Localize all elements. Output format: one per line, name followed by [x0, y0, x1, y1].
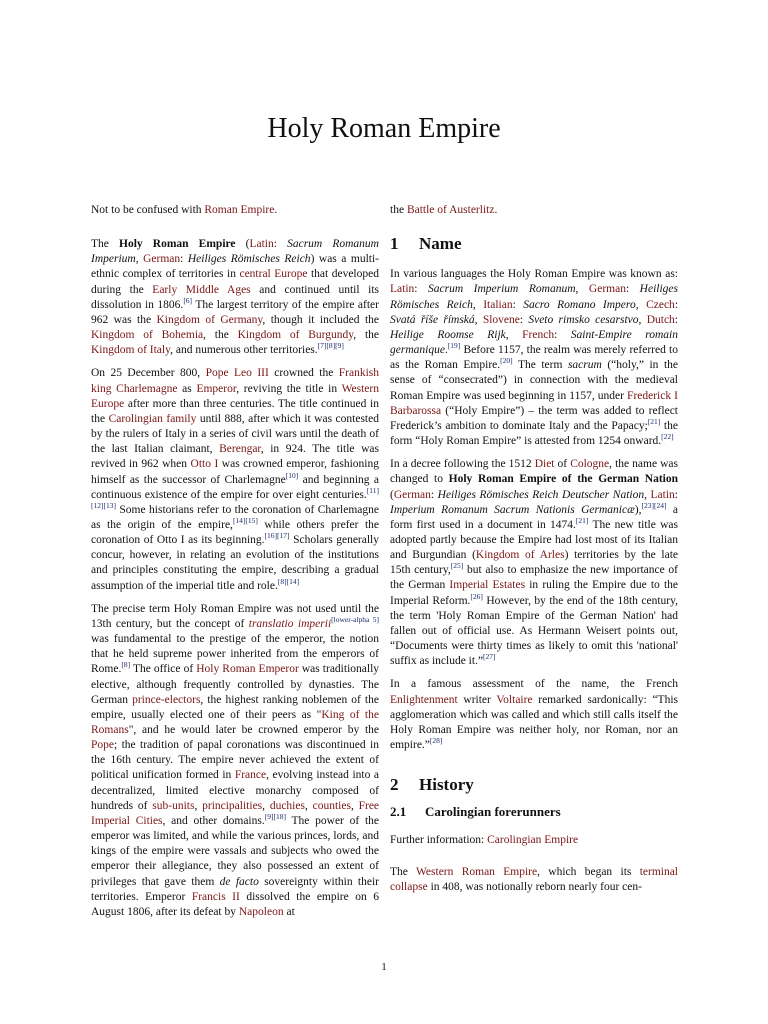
italic-term: Svatá říše římská: [390, 313, 475, 326]
term-paragraph: The precise term Holy Roman Empire was not used until the 13th century, but the concept of translatio imperii[lower-alpha 5] was fundamental to the prestige of the emperor, the notion that he held supreme power inherited from the emperors of Rome.[8] The office of Holy Roman Emperor was traditionally elective, although frequently controlled by dynasties. The German prince-electors, the highest ranking noblemen of the empire, usually elected one of their peers as "King of the Romans", and he would later be crowned emperor by the Pope; the tradition of papal coronations was discontinued in the 16th century. The empire never achieved the extent of political unification formed in France, evolving instead into a decentralized, limited elective monarchy composed of hundreds of sub-units, principalities, duchies, counties, Free Imperial Cities, and other domains.[9][18] The power of the emperor was limited, and while the various princes, lords, and kings of the empire were vassals and subjects who owed the emperor their allegiance, they also possessed an extent of privileges that gave them de facto sovereignty within their territories. Emperor Francis II dissolved the empire on 6 August 1806, after its defeat by Napoleon at: [91, 602, 380, 918]
section-heading-history: [390, 775, 678, 795]
wiki-link[interactable]: Carolingian family: [108, 412, 197, 425]
wiki-link[interactable]: Holy Roman Emperor: [196, 663, 299, 676]
wiki-link[interactable]: King of the Romans: [91, 708, 379, 736]
page-title: Holy Roman Empire: [267, 113, 501, 144]
wiki-link[interactable]: German: [588, 283, 626, 296]
wiki-link[interactable]: France: [234, 769, 267, 782]
citation-ref[interactable]: [27]: [483, 652, 496, 662]
citation-ref[interactable]: [6]: [183, 295, 193, 305]
wiki-link[interactable]: Battle of Austerlitz: [406, 204, 495, 216]
wiki-link[interactable]: prince-electors: [132, 693, 201, 706]
citation-ref[interactable]: [8][14]: [277, 576, 300, 586]
wiki-link[interactable]: Dutch: [646, 313, 675, 326]
italic-term: Heiliges Römisches Reich: [390, 283, 678, 311]
wiki-link[interactable]: Slovene: [482, 313, 520, 326]
wiki-link[interactable]: Latin: [390, 283, 415, 296]
wiki-link[interactable]: Pope Leo III: [205, 367, 269, 380]
wiki-link[interactable]: Francis II: [191, 890, 240, 903]
italic-term: Saint-Empire romain germanique: [390, 328, 678, 357]
italic-term: sacrum: [567, 359, 602, 372]
citation-ref[interactable]: [10]: [285, 470, 299, 480]
wiki-link[interactable]: Diet: [534, 458, 555, 471]
wiki-link[interactable]: central Europe: [239, 268, 308, 281]
name-paragraph-3: In a famous assessment of the name, the French Enlightenment writer Voltaire remarked sardonically: “This agglomeration which was called and which still calls itself the Holy Roman Empire was neither holy, nor Roman, nor an empire.”[28]: [390, 678, 678, 751]
wiki-link[interactable]: Early Middle Ages: [152, 283, 251, 296]
wiki-link[interactable]: Kingdom of Bohemia: [91, 329, 204, 342]
citation-ref[interactable]: [28]: [429, 736, 443, 746]
section-title: History: [419, 775, 474, 795]
left-column: [91, 203, 379, 928]
wiki-link[interactable]: Western Roman Empire: [416, 865, 538, 878]
italic-term: Heiliges Römisches Reich: [187, 253, 311, 266]
citation-ref[interactable]: [22]: [661, 432, 674, 442]
name-paragraph-1: In various languages the Holy Roman Empire was known as: Latin: Sacrum Imperium Romanum, German: Heiliges Römisches Reich, Italian: Sacro Romano Impero, Czech: Svatá říše římská, Slovene: Sveto rimsko cesarstvo, Dutch: Heilige Roomse Rijk, French: Saint-Empire romain germanique.[19] Before 1157, the realm was merely referred to as the Roman Empire.[20] The term sacrum (“holy,” in the sense of “consecrated”) in connection with the medieval Roman Empire was used beginning in 1157, under Frederick I Barbarossa (“Holy Empire”) – the term was added to reflect Frederick’s ambition to dominate Italy and the Papacy;[21] the form “Holy Roman Empire” is attested from 1254 onward.[22]: [390, 268, 679, 448]
italic-term: Sacrum Romanum Imperium: [91, 238, 379, 266]
wiki-link[interactable]: translatio imperii: [248, 617, 332, 630]
wiki-link[interactable]: Italian: [483, 298, 513, 311]
wiki-link[interactable]: counties: [312, 799, 351, 812]
wiki-link[interactable]: sub-units: [152, 799, 195, 812]
italic-term: Sacro Romano Impero: [523, 298, 636, 311]
subsection-title: Carolingian forerunners: [425, 804, 561, 820]
citation-ref[interactable]: [7][8][9]: [317, 341, 344, 351]
wiki-link[interactable]: Kingdom of Italy: [91, 344, 171, 357]
citation-ref[interactable]: [19]: [447, 341, 461, 351]
citation-ref[interactable]: [23][24]: [641, 500, 667, 510]
wiki-link[interactable]: Kingdom of Arles: [475, 549, 565, 562]
wiki-link[interactable]: Czech: [646, 298, 675, 311]
coronation-paragraph: On 25 December 800, Pope Leo III crowned the Frankish king Charlemagne as Emperor, reviving the title in Western Europe after more than three centuries. The title continued in the Carolingian family until 888, after which it was contested by the rulers of Italy in a series of civil wars until the death of the last Italian claimant, Berengar, in 924. The title was revived in 962 when Otto I was crowned emperor, fashioning himself as the successor of Charlemagne[10] and beginning a continuous existence of the empire for over eight centuries.[11][12][13] Some historians refer to the coronation of Charlemagne as the origin of the empire,[14][15] while others prefer the coronation of Otto I as its beginning.[16][17] Scholars generally concur, however, in relating an evolution of the institutions and principles constituting the empire, describing a gradual assumption of the imperial title and role.[8][14]: [91, 367, 380, 592]
wiki-link[interactable]: Napoleon: [238, 905, 284, 918]
note-text: .: [274, 204, 278, 216]
italic-term: de facto: [219, 875, 259, 888]
bold-term: Holy Roman Empire of the German Nation: [448, 473, 678, 486]
section-title: Name: [419, 234, 462, 254]
italic-term: Sveto rimsko cesarstvo: [528, 313, 639, 326]
citation-ref[interactable]: [14][15]: [232, 516, 258, 526]
italic-term: Heiliges Römisches Reich Deutscher Nation: [437, 488, 645, 501]
wiki-link[interactable]: Western Europe: [91, 382, 379, 410]
subsection-number: 2.1: [390, 804, 407, 820]
section-number: 2: [390, 775, 399, 795]
citation-ref[interactable]: [26]: [470, 591, 483, 601]
italic-term: Sacrum Imperium Romanum: [428, 283, 576, 296]
bold-term: Holy Roman Empire: [119, 238, 236, 251]
italic-term: Heilige Roomse Rijk: [390, 328, 506, 341]
further-information: [390, 833, 678, 848]
wiki-link[interactable]: Latin: [650, 488, 675, 501]
citation-ref[interactable]: [lower-alpha 5]: [331, 615, 380, 625]
continued-paragraph: the Battle of Austerlitz.: [390, 204, 498, 216]
italic-term: Imperium Romanum Sacrum Nationis Germanicæ: [390, 503, 635, 516]
wiki-link[interactable]: Voltaire: [496, 693, 533, 706]
wiki-link[interactable]: Berengar: [219, 443, 261, 456]
history-paragraph: The Western Roman Empire, which began its terminal collapse in 408, was notionally reborn nearly four cen-: [390, 865, 679, 893]
note-text: Not to be confused with: [91, 204, 205, 216]
intro-paragraph: The Holy Roman Empire (Latin: Sacrum Romanum Imperium, German: Heiliges Römisches Reich) was a multi-ethnic complex of territories in central Europe that developed during the Early Middle Ages and continued until its dissolution in 1806.[6] The largest territory of the empire after 962 was the Kingdom of Germany, though it included the Kingdom of Bohemia, the Kingdom of Burgundy, the Kingdom of Italy, and numerous other territories.[7][8][9]: [91, 238, 380, 357]
carolingian-empire-link[interactable]: Carolingian Empire: [487, 834, 579, 847]
further-label: Further information:: [390, 834, 488, 847]
citation-ref[interactable]: [11][12][13]: [91, 485, 379, 510]
right-column: [390, 203, 678, 903]
citation-ref[interactable]: [20]: [500, 356, 513, 366]
wiki-link[interactable]: Emperor: [196, 382, 237, 395]
citation-ref[interactable]: [25]: [450, 561, 464, 571]
wiki-link[interactable]: German: [393, 488, 431, 501]
citation-ref[interactable]: [21]: [575, 515, 589, 525]
wiki-link[interactable]: German: [143, 253, 181, 266]
page-number: 1: [381, 961, 387, 973]
wiki-link[interactable]: duchies: [269, 799, 305, 812]
wiki-link[interactable]: Otto I: [190, 458, 219, 471]
wiki-link[interactable]: Kingdom of Germany: [156, 313, 263, 326]
wiki-link[interactable]: French: [522, 328, 555, 341]
citation-ref[interactable]: [21]: [647, 417, 661, 427]
wiki-link[interactable]: Latin: [249, 238, 274, 251]
wiki-link[interactable]: Frankish king Charlemagne: [91, 367, 379, 395]
wiki-link[interactable]: Free Imperial Cities: [91, 799, 380, 827]
wiki-link[interactable]: Pope: [91, 739, 114, 752]
wiki-link[interactable]: terminal collapse: [390, 865, 679, 893]
wiki-link[interactable]: Cologne: [570, 458, 610, 471]
citation-ref[interactable]: [9][18]: [264, 812, 286, 822]
section-heading-name: [390, 234, 678, 254]
section-number: 1: [390, 234, 399, 254]
name-paragraph-2: In a decree following the 1512 Diet of Cologne, the name was changed to Holy Roman Empire of the German Nation (German: Heiliges Römisches Reich Deutscher Nation, Latin: Imperium Romanum Sacrum Nationis Germanicæ),[23][24] a form first used in a document in 1474.[21] The new title was adopted partly because the Empire had lost most of its Italian and Burgundian (Kingdom of Arles) territories by the late 15th century,[25] but also to emphasize the new importance of the German Imperial Estates in ruling the Empire due to the Imperial Reform.[26] However, by the end of the 18th century, the term 'Holy Roman Empire of the German Nation' had fallen out of official use. As Hermann Weisert points out, “Documents were thirty times as likely to omit this 'national' suffix as include it.”[27]: [390, 458, 679, 668]
disambiguation-note: [91, 203, 379, 218]
wiki-link[interactable]: Frederick I Barbarossa: [390, 389, 678, 417]
wiki-link[interactable]: principalities: [202, 799, 263, 812]
subsection-heading-carolingian: [390, 804, 678, 819]
citation-ref[interactable]: [16][17]: [264, 531, 290, 541]
roman-empire-link[interactable]: Roman Empire: [204, 204, 275, 216]
wiki-link[interactable]: Enlightenment: [390, 693, 458, 706]
wiki-link[interactable]: Kingdom of Burgundy: [237, 329, 354, 342]
wiki-link[interactable]: Imperial Estates: [449, 579, 526, 592]
citation-ref[interactable]: [8]: [121, 660, 131, 670]
